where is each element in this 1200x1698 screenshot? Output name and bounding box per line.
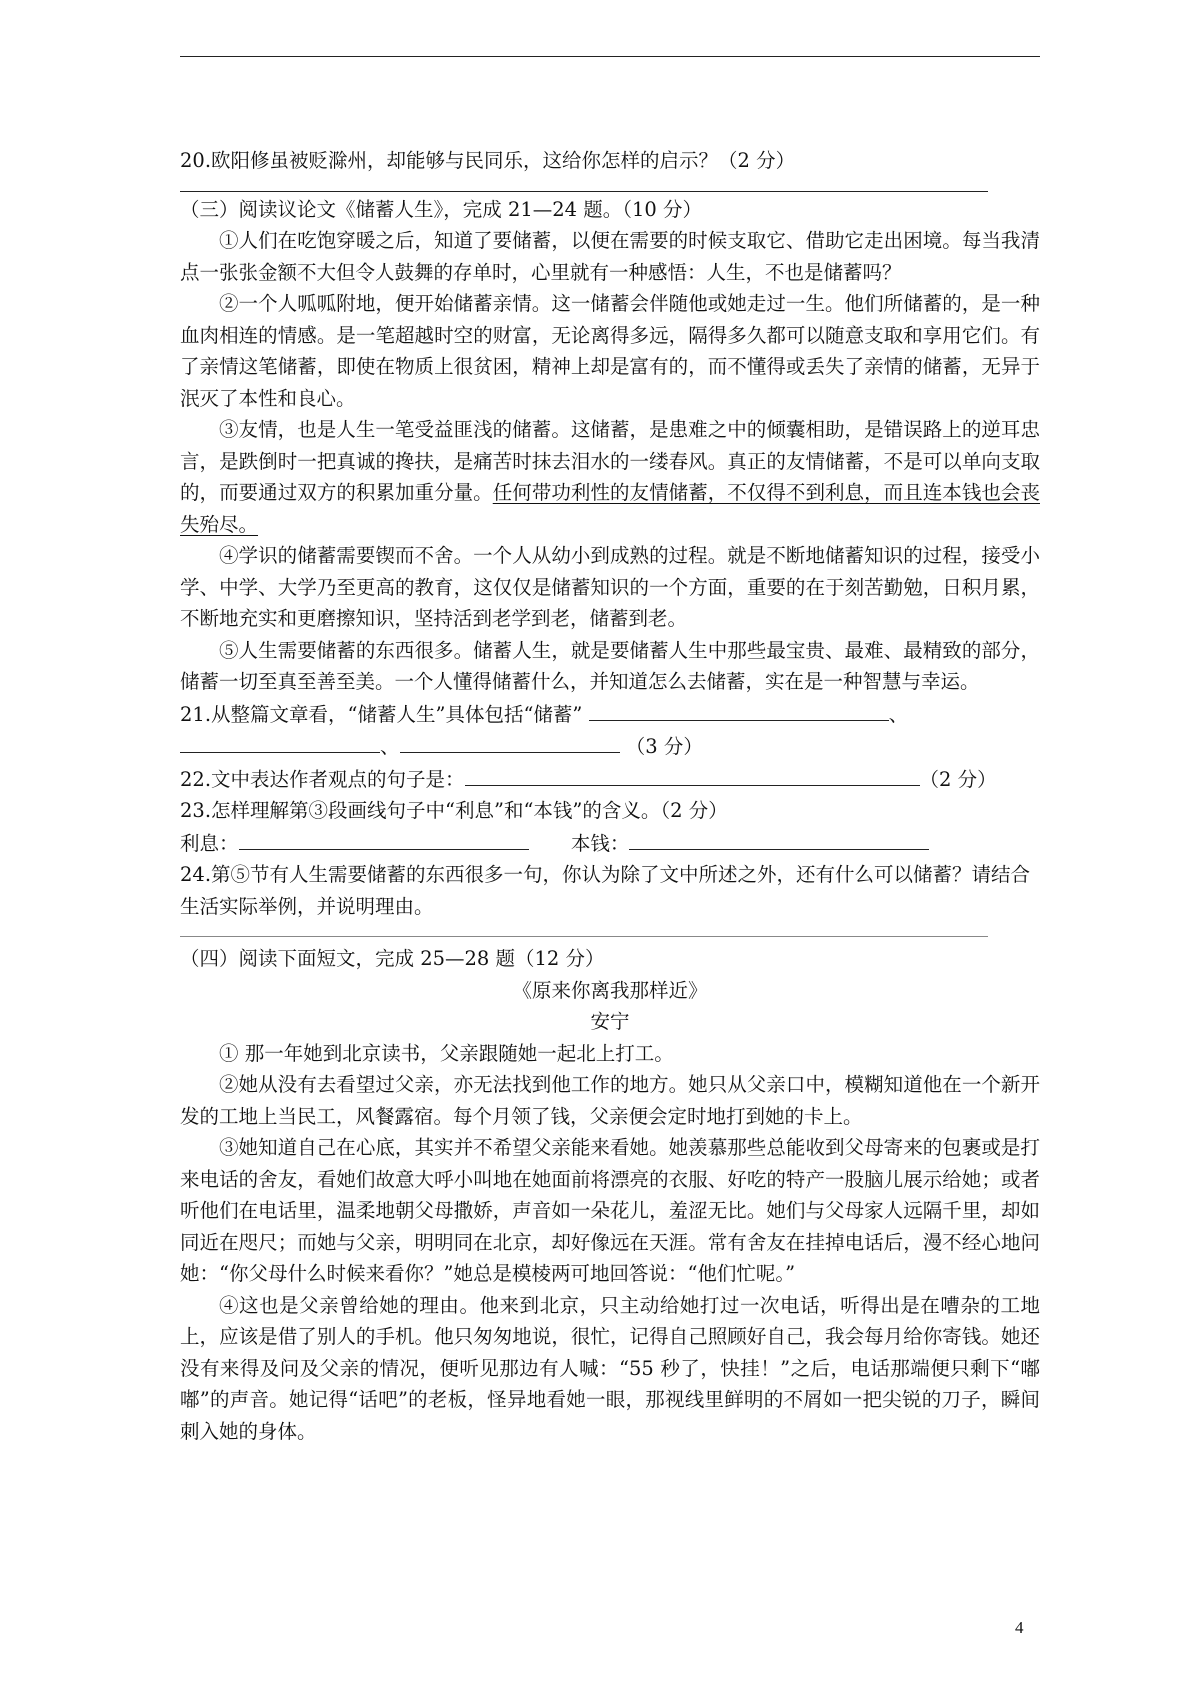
answer-blank-21b[interactable] (180, 730, 380, 753)
answer-line-20[interactable] (180, 177, 988, 192)
sec4-paragraph-4: ④这也是父亲曾给她的理由。他来到北京，只主动给她打过一次电话，听得出是在嘈杂的工地上，应该是借了别人的手机。他只匆匆地说，很忙，记得自己照顾好自己，我会每月给你寄钱。她还没有来得及问及父亲的情况，便听见那边有人喊：“55 秒了，快挂！”之后，电话那端便只剩下“嘟嘟”的声音。她记得“话吧”的老板，怪异地看她一眼，那视线里鲜明的不屑如一把尖锐的刀子，瞬间刺入她的身体。 (180, 1293, 1040, 1443)
sec3-paragraph-5: ⑤人生需要储蓄的东西很多。储蓄人生，就是要储蓄人生中那些最宝贵、最难、最精致的部分，储蓄一切至真至善至美。一个人懂得储蓄什么，并知道怎么去储蓄，实在是一种智慧与幸运。 (180, 638, 1040, 693)
section-4-heading: （四）阅读下面短文，完成 25—28 题（12 分） (180, 947, 605, 970)
article-author: 安宁 (590, 1010, 630, 1033)
answer-blank-22[interactable] (465, 763, 920, 786)
sec3-paragraph-3 (180, 414, 1040, 540)
question-23: 23.怎样理解第③段画线句子中“利息”和“本钱”的含义。（2 分） (180, 799, 728, 822)
q21-score: （3 分） (625, 735, 703, 758)
sec4-paragraph-3: ③她知道自己在心底，其实并不希望父亲能来看她。她羡慕那些总能收到父母寄来的包裹或是打来电话的舍友，看她们故意大呼小叫地在她面前将漂亮的衣服、好吃的特产一股脑儿展示给她；或者听他们在电话里，温柔地朝父母撒娇，声音如一朵花儿，羞涩无比。她们与父母家人远隔千里，却如同近在咫尺；而她与父亲，明明同在北京，却好像远在天涯。常有舍友在挂掉电话后，漫不经心地问她：“你父母什么时候来看你？”她总是模棱两可地回答说：“他们忙呢。” (180, 1136, 1040, 1285)
answer-blank-capital[interactable] (629, 827, 929, 850)
q23-interest-label: 利息： (180, 831, 239, 855)
sec3-paragraph-2: ②一个人呱呱附地，便开始储蓄亲情。这一储蓄会伴随他或她走过一生。他们所储蓄的，是一种血肉相连的情感。是一笔超越时空的财富，无论离得多远，隔得多久都可以随意支取和享用它们。有了亲情这笔储蓄，即使在物质上很贫困，精神上却是富有的，而不懂得或丢失了亲情的储蓄，无异于泯灭了本性和良心。 (180, 292, 1040, 410)
sec3-paragraph-4: ④学识的储蓄需要锲而不舍。一个人从幼小到成熟的过程。就是不断地储蓄知识的过程，接受小学、中学、大学乃至更高的教育，这仅仅是储蓄知识的一个方面，重要的在于刻苦勤勉，日积月累，不断地充实和更磨擦知识，坚持活到老学到老，储蓄到老。 (180, 544, 1040, 630)
answer-line-24[interactable] (180, 922, 988, 937)
sec4-paragraph-2: ②她从没有去看望过父亲，亦无法找到他工作的地方。她只从父亲口中，模糊知道他在一个新开发的工地上当民工，风餐露宿。每个月领了钱，父亲便会定时地打到她的卡上。 (180, 1073, 1040, 1128)
article-title: 《原来你离我那样近》 (512, 978, 708, 1002)
sec4-paragraph-1: ① 那一年她到北京读书，父亲跟随她一起北上打工。 (219, 1041, 674, 1065)
question-22: 22.文中表达作者观点的句子是： (180, 767, 465, 791)
q21-separator-1: 、 (888, 702, 909, 726)
question-21: 21.从整篇文章看，“储蓄人生”具体包括“储蓄” (180, 702, 583, 726)
question-24: 24.第⑤节有人生需要储蓄的东西很多一句，你认为除了文中所述之外，还有什么可以储蓄？请结合生活实际举例，并说明理由。 (180, 863, 1031, 918)
question-21-line-1 (180, 698, 1040, 731)
page-number: 4 (1015, 1618, 1024, 1637)
question-21-line-2 (180, 730, 1040, 763)
question-20: 20.欧阳修虽被贬滁州，却能够与民同乐，这给你怎样的启示？（2 分） (180, 149, 796, 172)
q22-score: （2 分） (919, 767, 997, 791)
page-content (180, 145, 1040, 1447)
question-23-answers (180, 827, 1040, 860)
answer-blank-21a[interactable] (589, 698, 889, 721)
question-22-line (180, 763, 1040, 796)
underlined-sentence: 任何带功利性的友情储蓄，不仅得不到利息，而且连本钱也会丧失殆尽。 (180, 481, 1040, 536)
sec3-paragraph-1: ①人们在吃饱穿暖之后，知道了要储蓄，以便在需要的时候支取它、借助它走出困境。每当我清点一张张金额不大但令人鼓舞的存单时，心里就有一种感悟：人生，不也是储蓄吗？ (180, 229, 1040, 284)
q23-capital-label: 本钱： (570, 831, 630, 855)
answer-blank-21c[interactable] (400, 730, 620, 753)
q21-separator-2: 、 (380, 735, 400, 758)
answer-blank-interest[interactable] (239, 827, 529, 850)
sec3-paragraph-3-text: ③友情，也是人生一笔受益匪浅的储蓄。这储蓄，是患难之中的倾囊相助，是错误路上的逆耳忠言，是跌倒时一把真诚的搀扶，是痛苦时抹去泪水的一缕春风。真正的友情储蓄，不是可以单向支取的，而要通过双方的积累加重分量。 (180, 418, 1040, 504)
header-rule (180, 56, 1040, 57)
section-3-heading: （三）阅读议论文《储蓄人生》，完成 21—24 题。（10 分） (180, 197, 703, 221)
